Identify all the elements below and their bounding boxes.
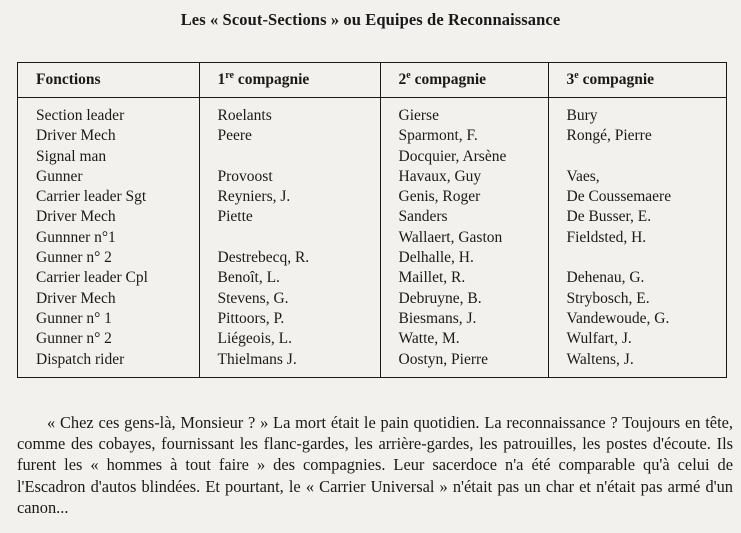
table-filler-row — [18, 370, 726, 377]
compagnie-2-cell: Watte, M. — [380, 329, 548, 349]
fonction-cell: Gunner n° 2 — [36, 330, 112, 348]
compagnie-1-cell: Liégeois, L. — [199, 329, 380, 349]
compagnie-3-cell: Wulfart, J. — [548, 329, 726, 349]
fonction-cell: Driver Mech — [36, 127, 116, 145]
fonction-cell: Signal man — [36, 147, 107, 165]
table-row — [18, 268, 726, 288]
compagnie-3-cell: Waltens, J. — [548, 350, 726, 370]
compagnie-3-cell — [548, 147, 726, 167]
roster-table-frame — [17, 62, 727, 378]
table-row — [18, 167, 726, 187]
table-row — [18, 228, 726, 248]
compagnie-2-cell: Genis, Roger — [380, 187, 548, 207]
body-paragraph: « Chez ces gens-là, Monsieur ? » La mort était le pain quotidien. La reconnaissance ? Toujours en tête, comme des cobayes, fournissant les flanc-gardes, les arrière-gardes, les patrouilles, les postes d'écoute. Ils furent les « hommes à tout faire » des compagnies. Leur sacerdoce n'a été comparable qu'à celui de l'Escadron d'autos blindées. Et pourtant, le « Carrier Universal » n'était pas un char et n'était pas armé d'un canon... — [17, 413, 733, 517]
compagnie-2-cell: Debruyne, B. — [380, 289, 548, 309]
compagnie-3-cell: Dehenau, G. — [548, 268, 726, 288]
table-row — [18, 106, 726, 126]
fonction-cell: Driver Mech — [36, 208, 116, 226]
compagnie-3-cell: Bury — [548, 106, 726, 126]
header-3e-compagnie: 3e compagnie — [548, 63, 726, 98]
compagnie-1-cell: Roelants — [199, 106, 380, 126]
compagnie-1-cell: Piette — [199, 207, 380, 227]
compagnie-1-cell — [199, 228, 380, 248]
table-row — [18, 248, 726, 268]
compagnie-3-cell — [548, 248, 726, 268]
compagnie-2-cell: Havaux, Guy — [380, 167, 548, 187]
compagnie-1-cell: Peere — [199, 126, 380, 146]
table-body — [18, 98, 726, 378]
compagnie-2-cell: Docquier, Arsène — [380, 147, 548, 167]
compagnie-2-cell: Sparmont, F. — [380, 126, 548, 146]
header-2e-compagnie: 2e compagnie — [380, 63, 548, 98]
scout-sections-table — [18, 63, 726, 377]
compagnie-2-cell: Biesmans, J. — [380, 309, 548, 329]
compagnie-2-cell: Gierse — [380, 106, 548, 126]
compagnie-2-cell: Maillet, R. — [380, 268, 548, 288]
compagnie-3-cell: De Busser, E. — [548, 207, 726, 227]
compagnie-1-cell: Stevens, G. — [199, 289, 380, 309]
page-title: Les « Scout-Sections » ou Equipes de Reconnaissance — [180, 10, 561, 29]
table-row — [18, 187, 726, 207]
table-row — [18, 350, 726, 370]
compagnie-2-cell: Sanders — [380, 207, 548, 227]
compagnie-1-cell — [199, 147, 380, 167]
compagnie-3-cell: Vandewoude, G. — [548, 309, 726, 329]
table-row — [18, 289, 726, 309]
compagnie-3-cell: De Coussemaere — [548, 187, 726, 207]
compagnie-1-cell: Reyniers, J. — [199, 187, 380, 207]
table-row — [18, 309, 726, 329]
table-spacer-row — [18, 98, 726, 107]
fonction-cell: Gunner n° 1 — [36, 309, 112, 327]
compagnie-2-cell: Wallaert, Gaston — [380, 228, 548, 248]
compagnie-2-cell: Delhalle, H. — [380, 248, 548, 268]
compagnie-1-cell: Pittoors, P. — [199, 309, 380, 329]
header-1re-compagnie: 1re compagnie — [199, 63, 380, 98]
fonction-cell: Gunner — [36, 167, 83, 185]
compagnie-1-cell: Thielmans J. — [199, 350, 380, 370]
compagnie-1-cell: Benoît, L. — [199, 268, 380, 288]
compagnie-3-cell: Strybosch, E. — [548, 289, 726, 309]
table-header-row — [18, 63, 726, 98]
fonction-cell: Carrier leader Sgt — [36, 188, 147, 206]
fonction-cell: Section leader — [36, 107, 125, 124]
fonction-cell: Gunner n° 2 — [36, 249, 112, 267]
fonction-cell: Driver Mech — [36, 289, 116, 307]
fonction-cell: Gunnner n°1 — [36, 228, 116, 246]
compagnie-3-cell: Fieldsted, H. — [548, 228, 726, 248]
compagnie-1-cell: Destrebecq, R. — [199, 248, 380, 268]
table-row — [18, 126, 726, 146]
compagnie-1-cell: Provoost — [199, 167, 380, 187]
table-row — [18, 207, 726, 227]
fonction-cell: Carrier leader Cpl — [36, 269, 148, 287]
compagnie-2-cell: Oostyn, Pierre — [380, 350, 548, 370]
compagnie-3-cell: Rongé, Pierre — [548, 126, 726, 146]
table-row — [18, 147, 726, 167]
body-text — [17, 412, 733, 518]
fonction-cell: Dispatch rider — [36, 350, 125, 368]
table-row — [18, 329, 726, 349]
compagnie-3-cell: Vaes, — [548, 167, 726, 187]
header-fonctions: Fonctions — [18, 63, 199, 98]
